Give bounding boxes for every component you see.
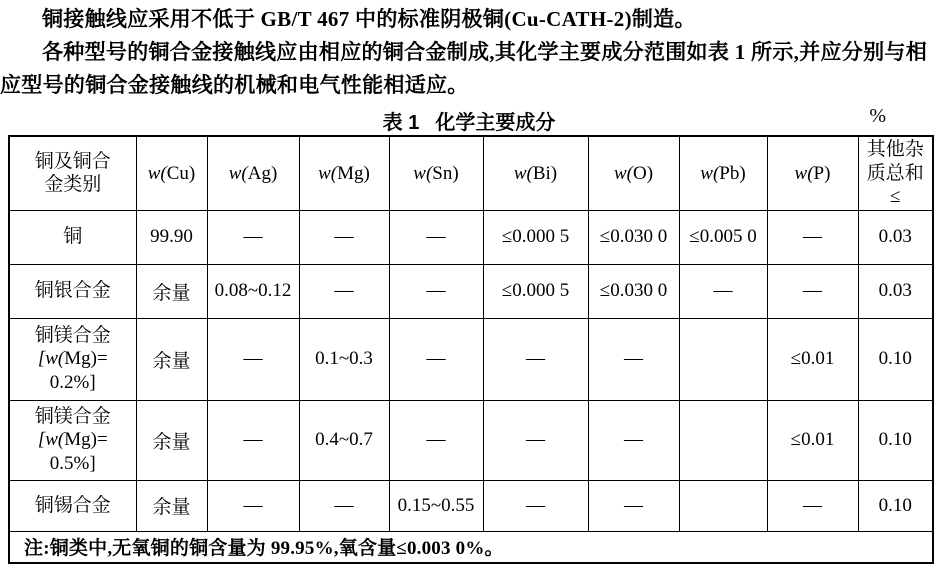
row-label-line: 铜 (63, 226, 83, 248)
cell-other: 0.03 (858, 264, 933, 318)
cell-cu: 余量 (136, 318, 207, 400)
col-header-w-mg (299, 136, 389, 210)
other-impurities-line1: 其他杂 (866, 139, 924, 161)
cell-cu: 余量 (136, 400, 207, 480)
cell-ag: — (207, 210, 299, 264)
cell-p: ≤0.01 (767, 318, 858, 400)
row-label (9, 264, 136, 318)
cell-other: 0.10 (858, 400, 933, 480)
row-label (9, 318, 136, 400)
table-note-row (9, 531, 933, 563)
row-label-line: [w(Mg)= (37, 429, 108, 451)
col-header-w-bi (483, 136, 588, 210)
w-cu-label: w(Cu) (147, 162, 196, 184)
other-impurities-line3: ≤ (890, 185, 901, 207)
cell-cu: 99.90 (136, 210, 207, 264)
table-caption-title: 化学主要成分 (435, 112, 556, 134)
table-row-copper-magnesium-alloy-05 (9, 400, 933, 480)
table-row-copper-silver-alloy (9, 264, 933, 318)
cell-p: ≤0.01 (767, 400, 858, 480)
cell-sn: — (389, 400, 483, 480)
other-impurities-line2: 质总和 (866, 162, 924, 184)
row-label-line: 铜镁合金 (34, 406, 111, 428)
cell-cu: 余量 (136, 264, 207, 318)
cell-mg: 0.1~0.3 (299, 318, 389, 400)
cell-p: — (767, 264, 858, 318)
cell-p: — (767, 480, 858, 531)
cell-other: 0.10 (858, 318, 933, 400)
cell-o: ≤0.030 0 (588, 210, 679, 264)
col-header-w-ag (207, 136, 299, 210)
cell-other: 0.03 (858, 210, 933, 264)
w-ag-label: w(Ag) (228, 162, 278, 184)
table-row-copper-magnesium-alloy-02 (9, 318, 933, 400)
row-label-line: 铜镁合金 (34, 325, 111, 347)
cell-p: — (767, 210, 858, 264)
cell-o: — (588, 400, 679, 480)
cell-mg: — (299, 210, 389, 264)
col-header-w-cu (136, 136, 207, 210)
cell-sn: 0.15~0.55 (389, 480, 483, 531)
cell-pb (679, 480, 767, 531)
cell-mg: 0.4~0.7 (299, 400, 389, 480)
header-row (9, 136, 933, 210)
row-label-line: 铜锡合金 (34, 494, 111, 516)
w-sn-label: w(Sn) (413, 162, 459, 184)
table-caption-number: 表 1 (382, 112, 420, 134)
row-label (9, 210, 136, 264)
cell-ag: — (207, 318, 299, 400)
table-caption (383, 106, 556, 135)
w-mg-label: w(Mg) (318, 162, 370, 184)
cell-bi: ≤0.000 5 (483, 210, 588, 264)
chemical-composition-table (8, 135, 934, 564)
cell-mg: — (299, 480, 389, 531)
paragraph-copper-wire: 铜接触线应采用不低于 GB/T 467 中的标准阴极铜(Cu-CATH-2)制造。 (42, 7, 696, 31)
cell-sn: — (389, 210, 483, 264)
table-row-copper (9, 210, 933, 264)
cell-pb (679, 400, 767, 480)
row-label-line: 0.2%] (49, 371, 96, 393)
cell-other: 0.10 (858, 480, 933, 531)
w-p-label: w(P) (794, 162, 831, 184)
cell-bi: — (483, 318, 588, 400)
col-header-w-sn (389, 136, 483, 210)
paragraph-alloy-wire: 各种型号的铜合金接触线应由相应的铜合金制成,其化学主要成分范围如表 1 所示,并应分别与相应型号的铜合金接触线的机械和电气性能相适应。 (0, 40, 927, 97)
row-label (9, 400, 136, 480)
col-header-w-pb (679, 136, 767, 210)
cell-pb: ≤0.005 0 (679, 210, 767, 264)
cell-cu: 余量 (136, 480, 207, 531)
cell-o: ≤0.030 0 (588, 264, 679, 318)
cell-o: — (588, 480, 679, 531)
row-label-line: 铜银合金 (34, 280, 111, 302)
col-header-category-line1: 铜及铜合 (34, 151, 111, 173)
cell-pb: — (679, 264, 767, 318)
col-header-category (9, 136, 136, 210)
cell-bi: — (483, 480, 588, 531)
w-pb-label: w(Pb) (700, 162, 746, 184)
cell-bi: ≤0.000 5 (483, 264, 588, 318)
w-o-label: w(O) (613, 162, 654, 184)
cell-pb (679, 318, 767, 400)
cell-mg: — (299, 264, 389, 318)
cell-ag: — (207, 400, 299, 480)
cell-sn: — (389, 264, 483, 318)
cell-ag: 0.08~0.12 (207, 264, 299, 318)
table-note: 注:铜类中,无氧铜的铜含量为 99.95%,氧含量≤0.003 0%。 (9, 531, 933, 563)
cell-bi: — (483, 400, 588, 480)
col-header-w-o (588, 136, 679, 210)
col-header-category-line2: 金类别 (44, 174, 102, 196)
row-label-line: [w(Mg)= (37, 348, 108, 370)
table-unit-percent: % (869, 105, 886, 127)
w-bi-label: w(Bi) (513, 162, 558, 184)
row-label (9, 480, 136, 531)
col-header-w-p (767, 136, 858, 210)
table-row-copper-tin-alloy (9, 480, 933, 531)
table-caption-row (0, 103, 938, 135)
cell-sn: — (389, 318, 483, 400)
row-label-line: 0.5%] (49, 452, 96, 474)
cell-o: — (588, 318, 679, 400)
col-header-other-impurities (858, 136, 933, 210)
cell-ag: — (207, 480, 299, 531)
